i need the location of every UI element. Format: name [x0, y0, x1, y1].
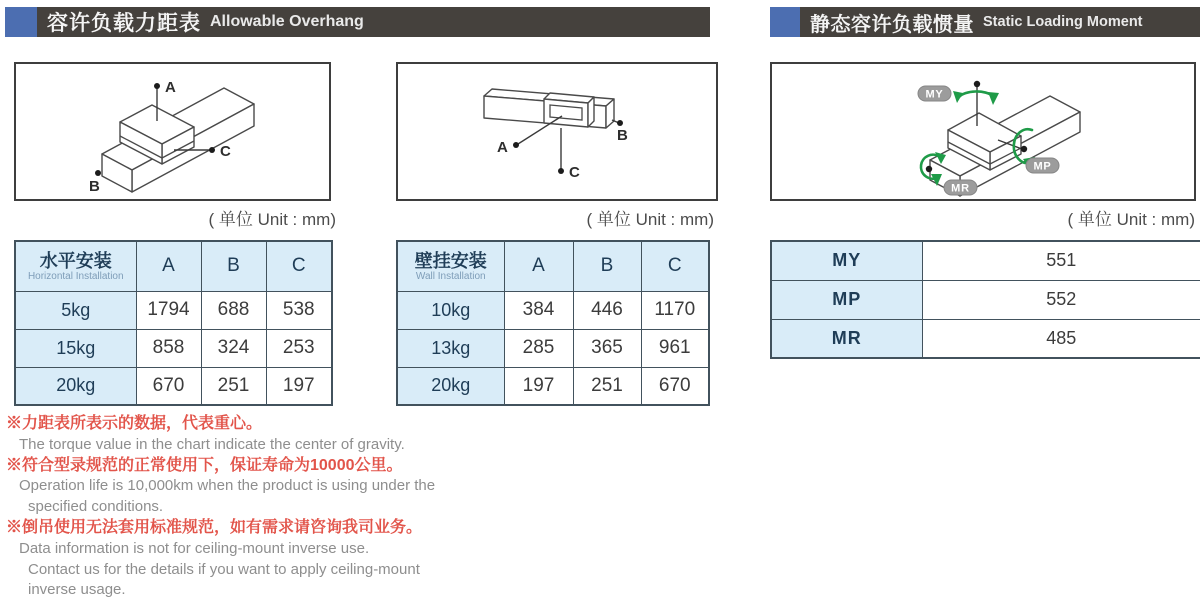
value-a: 858	[136, 329, 201, 367]
value-b: 251	[573, 367, 641, 405]
point-a-dot	[513, 142, 519, 148]
static-moment-table	[770, 240, 1200, 359]
point-c-dot	[209, 147, 215, 153]
moment-value: 551	[922, 241, 1200, 280]
note-block	[6, 456, 486, 518]
section-title-zh: 静态容许负载惯量	[810, 13, 974, 36]
table-title-zh: 壁挂安装	[414, 251, 487, 272]
moment-diagram-box	[770, 62, 1196, 201]
col-header-b: B	[573, 241, 641, 291]
moment-label: MY	[771, 241, 922, 280]
allowable-overhang-header	[5, 7, 710, 37]
wall-diagram-box	[396, 62, 718, 201]
note-en: Contact us for the details if you want to apply ceiling-mount	[28, 560, 420, 578]
value-c: 670	[641, 367, 709, 405]
note-en: inverse usage.	[28, 581, 126, 599]
table-row	[771, 319, 1200, 358]
point-c-leader	[558, 128, 580, 181]
mr-pill-label: MR	[951, 182, 970, 195]
row-label: 15kg	[15, 329, 136, 367]
my-pill-label: MY	[925, 88, 944, 101]
value-a: 285	[504, 329, 573, 367]
point-a-dot	[154, 83, 160, 89]
note-zh: ※倒吊使用无法套用标准规范，如有需求请咨询我司业务。	[6, 518, 423, 536]
value-c: 1170	[641, 291, 709, 329]
value-b: 365	[573, 329, 641, 367]
row-label: 10kg	[397, 291, 504, 329]
note-en: The torque value in the chart indicate the center of gravity.	[19, 435, 405, 453]
col-header-a: A	[136, 241, 201, 291]
value-b: 324	[201, 329, 266, 367]
table-header-row	[15, 241, 332, 291]
table-row	[397, 367, 709, 405]
point-b-dot	[617, 120, 623, 126]
accent-square	[770, 7, 800, 37]
header-bar	[37, 7, 710, 37]
section-title-en: Allowable Overhang	[210, 13, 364, 30]
col-header-c: C	[641, 241, 709, 291]
value-b: 688	[201, 291, 266, 329]
value-c: 961	[641, 329, 709, 367]
point-c-label: C	[220, 143, 231, 160]
mp-axis-dot	[1021, 146, 1027, 152]
note-zh: ※力距表所表示的数据，代表重心。	[6, 415, 263, 432]
point-b-dot	[95, 170, 101, 176]
note-zh: ※符合型录规范的正常使用下，保证寿命为10000公里。	[6, 456, 403, 474]
row-label: 20kg	[15, 367, 136, 405]
wall-installation-table	[396, 240, 710, 406]
mp-pill-label: MP	[1033, 160, 1052, 173]
section-title-en: Static Loading Moment	[983, 14, 1143, 30]
table-row	[397, 291, 709, 329]
point-b-leader	[612, 120, 628, 144]
wall-installation-diagram	[398, 64, 716, 199]
value-c: 253	[266, 329, 332, 367]
table-row	[397, 329, 709, 367]
moment-value: 552	[922, 280, 1200, 319]
point-c-dot	[558, 168, 564, 174]
row-label: 20kg	[397, 367, 504, 405]
moment-value: 485	[922, 319, 1200, 358]
unit-label: ( 单位 Unit : mm)	[208, 210, 336, 229]
note-en: Data information is not for ceiling-mount inverse use.	[19, 539, 370, 557]
table-row	[15, 291, 332, 329]
table-header-row	[397, 241, 709, 291]
table-title-zh: 水平安装	[39, 251, 112, 272]
value-b: 251	[201, 367, 266, 405]
value-b: 446	[573, 291, 641, 329]
section-title-zh: 容许负载力距表	[47, 12, 201, 35]
table-row	[771, 241, 1200, 280]
table-row	[15, 329, 332, 367]
row-label: 13kg	[397, 329, 504, 367]
static-loading-moment-header	[770, 7, 1200, 37]
value-a: 670	[136, 367, 201, 405]
note-block	[6, 414, 486, 456]
value-a: 384	[504, 291, 573, 329]
note-en: specified conditions.	[28, 498, 164, 516]
point-a-label: A	[497, 139, 508, 156]
col-header-a: A	[504, 241, 573, 291]
col-header-b: B	[201, 241, 266, 291]
value-a: 1794	[136, 291, 201, 329]
point-a-label: A	[165, 79, 176, 96]
horizontal-installation-table	[14, 240, 333, 406]
table-title-en: Wall Installation	[415, 271, 486, 283]
note-en: Operation life is 10,000km when the product is using under the	[19, 477, 436, 495]
footnotes	[6, 414, 486, 601]
row-label: 5kg	[15, 291, 136, 329]
table-title-cell	[15, 241, 136, 291]
point-b-label: B	[617, 127, 628, 144]
table-title-en: Horizontal Installation	[27, 271, 124, 283]
header-bar	[800, 7, 1200, 37]
table-title-cell	[397, 241, 504, 291]
horizontal-installation-diagram	[16, 64, 329, 199]
unit-label: ( 单位 Unit : mm)	[1067, 210, 1195, 229]
col-header-c: C	[266, 241, 332, 291]
table-row	[15, 367, 332, 405]
moment-diagram	[772, 64, 1194, 199]
mr-axis-dot	[926, 166, 932, 172]
accent-square	[5, 7, 37, 37]
note-block	[6, 518, 486, 601]
value-c: 197	[266, 367, 332, 405]
unit-label: ( 单位 Unit : mm)	[586, 210, 714, 229]
table-row	[771, 280, 1200, 319]
point-c-label: C	[569, 164, 580, 181]
moment-label: MP	[771, 280, 922, 319]
value-c: 538	[266, 291, 332, 329]
moment-label: MR	[771, 319, 922, 358]
horizontal-diagram-box	[14, 62, 331, 201]
point-b-leader	[89, 170, 101, 195]
point-b-label: B	[89, 178, 100, 195]
my-axis-dot	[974, 81, 980, 87]
value-a: 197	[504, 367, 573, 405]
